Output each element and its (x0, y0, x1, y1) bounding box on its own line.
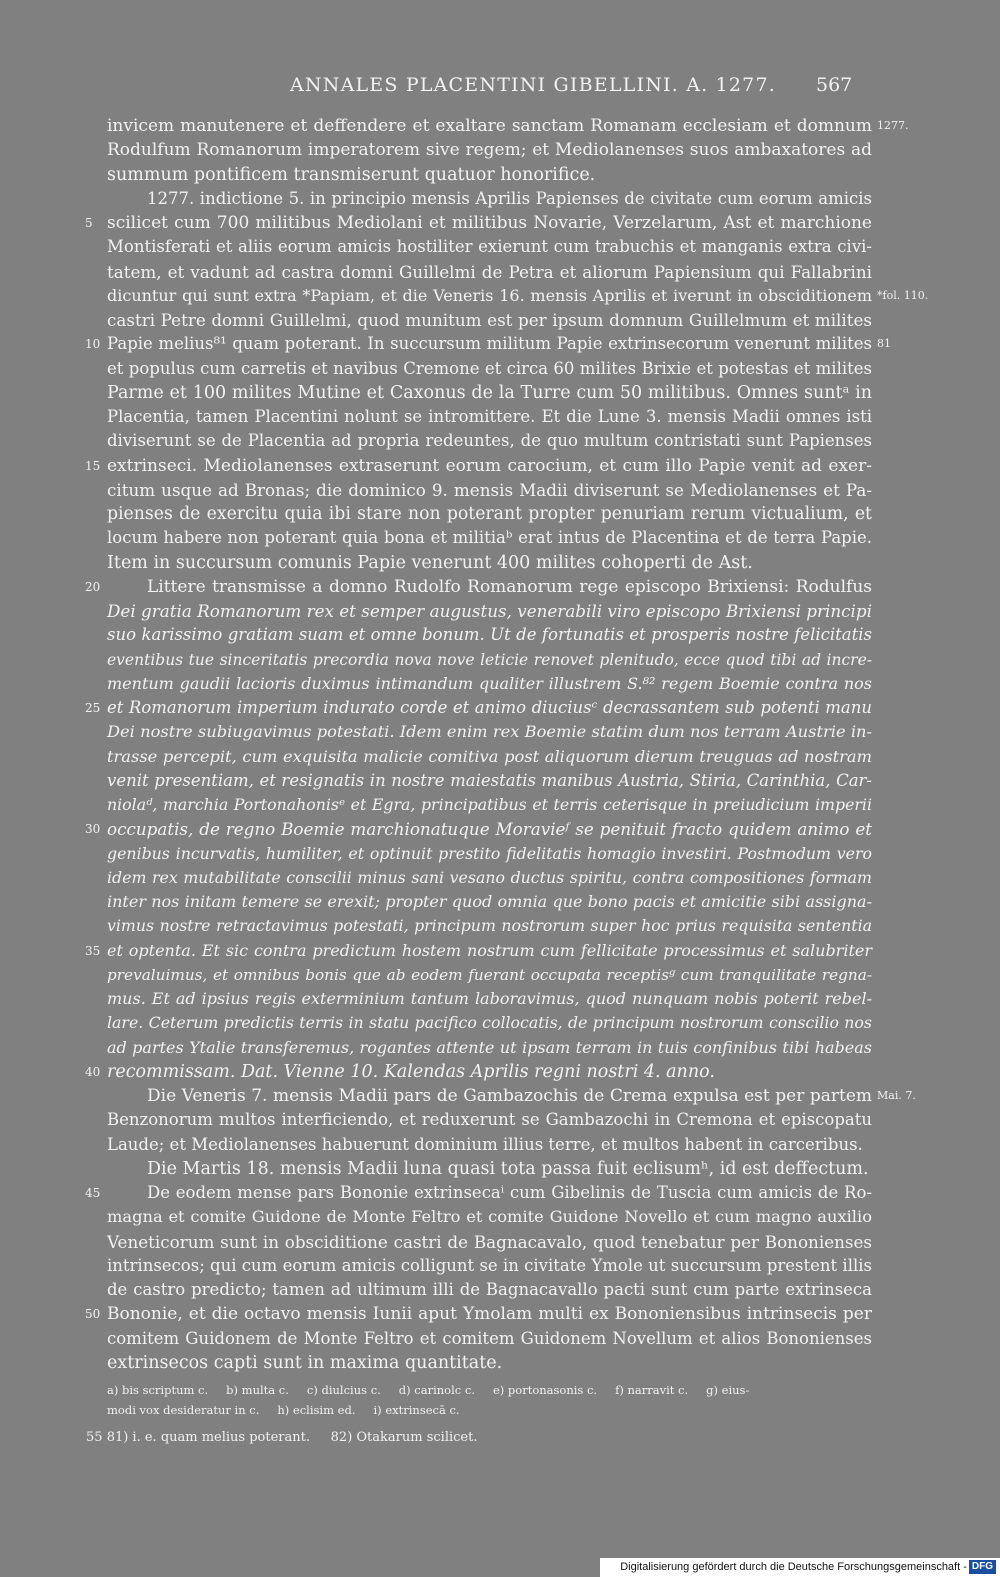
text-line (107, 963, 872, 987)
line-text: et populus cum carretis et navibus Cremone et circa 60 milites Brixie et potestas et milites (107, 358, 872, 378)
text-line (107, 623, 872, 647)
text-line (107, 1327, 872, 1351)
line-text: mentum gaudii lacioris duximus intimandum qualiter illustrem S.⁸² regem Boemie contra nos (107, 673, 872, 693)
text-line (107, 1011, 872, 1035)
text-line (85, 332, 891, 356)
text-line (107, 1036, 872, 1060)
text-line (107, 987, 872, 1011)
text-line (107, 235, 872, 259)
line-text: niolaᵈ, marchia Portonahonisᵉ et Egra, principatibus et terris ceterisque in preiudicium imperii (107, 795, 872, 814)
text-line (85, 1181, 872, 1205)
text-line (107, 405, 872, 429)
line-text: diviserunt se de Placentia ad propria redeuntes, de quo multum contristati sunt Papienses (107, 431, 872, 451)
line-text: Benzonorum multos interficiendo, et reduxerunt se Gambazochi in Cremona et episcopatu (107, 1110, 872, 1130)
line-text: 1277. indictione 5. in principio mensis Aprilis Papienses de civitate cum eorum amicis (147, 188, 872, 208)
line-text: de castro predicto; tamen ad ultimum illi de Bagnacavallo pacti sunt cum parte extrinseca (107, 1280, 872, 1299)
dfg-logo: DFG (969, 1560, 996, 1574)
running-title: ANNALES PLACENTINI GIBELLINI. A. 1277. (290, 74, 776, 96)
text-line (107, 429, 872, 453)
line-number: 40 (85, 1064, 101, 1079)
page-number: 567 (816, 74, 853, 96)
text-line (107, 1084, 916, 1108)
line-text: pienses de exercitu quia ibi stare non poterant propter penuriam rerum victualium, et (107, 504, 872, 524)
text-line (107, 1351, 872, 1375)
line-text: dicuntur qui sunt extra *Papiam, et die Veneris 16. mensis Aprilis et iverunt in obsciditionem (107, 285, 872, 305)
line-text: genibus incurvatis, humiliter, et optinuit prestito fidelitatis homagio investiri. Postmodum vero (107, 843, 872, 863)
text-line (107, 1230, 872, 1254)
text-line (107, 672, 872, 696)
text-line (107, 114, 909, 138)
text-line (85, 454, 872, 478)
funding-banner (600, 1558, 1000, 1577)
text-line (107, 1254, 872, 1278)
line-text: occupatis, de regno Boemie marchionatuque Moravieᶠ se penituit fracto quidem animo et (107, 819, 872, 840)
line-text: tatem, et vadunt ad castra domni Guillelmi de Petra et aliorum Papiensium qui Fallabrini (107, 261, 872, 282)
text-line (107, 769, 872, 793)
body-text (85, 114, 929, 1375)
textual-footnotes (107, 1380, 877, 1420)
text-line (107, 284, 929, 308)
text-line (107, 187, 872, 211)
text-line (107, 357, 872, 381)
line-text: castri Petre domni Guillelmi, quod munitum est per ipsum domnum Guillelmum et milites (107, 310, 872, 330)
line-text: comitem Guidonem de Monte Feltro et comitem Guidonem Novellum et alios Bononienses (107, 1328, 872, 1348)
text-line (107, 648, 872, 672)
line-text: suo karissimo gratiam suam et omne bonum. Ut de fortunatis et prosperis nostre felicitatis (107, 625, 872, 645)
line-text: Littere transmisse a domno Rudolfo Romanorum rege episcopo Brixiensi: Rodulfus (147, 576, 872, 597)
line-text: invicem manutenere et deffendere et exaltare sanctam Romanam ecclesiam et domnum (107, 116, 872, 136)
line-text: Laude; et Mediolanenses habuerunt dominium illius terre, et multos habent in carceribus. (107, 1134, 863, 1154)
line-text: Montisferati et aliis eorum amicis hostiliter exierunt cum trabuchis et manganis extra civi- (107, 237, 872, 257)
footnote: e) portonasonis c. (492, 1383, 598, 1397)
line-text: eventibus tue sinceritatis precordia nova nove leticie renovet plenitudo, ecce quod tibi ad incre- (107, 650, 872, 669)
text-line (107, 793, 872, 817)
line-number: 45 (85, 1186, 101, 1200)
text-line (107, 1278, 872, 1302)
text-line (107, 745, 872, 769)
text-line (107, 551, 872, 575)
line-text: recommissam. Dat. Vienne 10. Kalendas Aprilis regni nostri 4. anno. (107, 1061, 715, 1082)
line-text: Item in succursum comunis Papie venerunt 400 milites cohoperti de Ast. (107, 552, 753, 573)
line-number: 50 (85, 1307, 101, 1322)
text-line (107, 163, 872, 187)
line-text: De eodem mense pars Bononie extrinsecaⁱ cum Gibelinis de Tuscia cum amicis de Ro- (147, 1183, 872, 1202)
line-text: extrinsecos capti sunt in maxima quantitate. (107, 1352, 503, 1373)
text-line (107, 890, 872, 914)
line-text: citum usque ad Bronas; die dominico 9. mensis Madii diviserunt se Mediolanenses et Pa- (107, 479, 872, 500)
line-text: Die Martis 18. mensis Madii luna quasi tota passa fuit eclisumʰ, id est deffectum. (147, 1158, 869, 1179)
text-line (107, 260, 872, 284)
line-text: inter nos initam temere se erexit; propter quod omnia que bono pacis et amicitie sibi assigna- (107, 892, 872, 911)
line-text: Die Veneris 7. mensis Madii pars de Gambazochis de Crema expulsa est per partem (147, 1086, 872, 1106)
footnote: d) carinolc c. (398, 1383, 475, 1397)
text-line (107, 502, 872, 526)
text-line (107, 599, 872, 623)
page-header (0, 74, 1000, 100)
footnote: modi vox desideratur in c. (107, 1403, 260, 1417)
line-text: Placentia, tamen Placentini nolunt se intromittere. Et die Lune 3. mensis Madii omnes isti (107, 407, 872, 426)
line-number: 15 (85, 458, 101, 473)
editor-notes-text: 81) i. e. quam melius poterant. 82) Otakarum scilicet. (106, 1430, 478, 1445)
line-text: Dei gratia Romanorum rex et semper augustus, venerabili viro episcopo Brixiensi principi (107, 601, 872, 621)
line-text: scilicet cum 700 militibus Mediolani et militibus Novarie, Verzelarum, Ast et marchione (107, 213, 872, 233)
line-text: Parme et 100 milites Mutine et Caxonus de la Turre cum 50 militibus. Omnes suntᵃ in (107, 382, 872, 403)
text-line (107, 526, 872, 550)
text-line (85, 817, 872, 841)
text-line (107, 138, 872, 162)
text-line (107, 308, 872, 332)
line-text: ad partes Ytalie transferemus, rogantes attente ut ipsam terram in tuis confinibus tibi habeas (107, 1037, 872, 1057)
line-text: intrinsecos; qui cum eorum amicis colligunt se in civitate Ymole ut succursum prestent illis (107, 1255, 872, 1275)
text-line (85, 1060, 872, 1084)
line-text: Veneticorum sunt in obsciditione castri de Bagnacavalo, quod tenebatur per Bononienses (107, 1231, 872, 1252)
line-text: et optenta. Et sic contra predictum hostem nostrum cum fellicitate processimus et salubriter (107, 940, 872, 960)
text-line (107, 1108, 872, 1132)
line-number: 30 (85, 822, 101, 837)
text-line (85, 696, 872, 720)
editor-notes (86, 1430, 866, 1445)
footnote: f) narravit c. (615, 1383, 689, 1397)
line-text: Dei nostre subiugavimus potestati. Idem enim rex Boemie statim dum nos terram Austrie in- (107, 722, 872, 742)
text-line (107, 1133, 872, 1157)
line-text: et Romanorum imperium indurato corde et animo diuciusᶜ decrassantem sub potenti manu (107, 698, 872, 717)
line-text: magna et comite Guidone de Monte Feltro et comite Guidone Novello et cum magno auxilio (107, 1207, 872, 1227)
text-line (85, 211, 872, 235)
line-number: 35 (85, 943, 101, 958)
margin-note: *fol. 110. (877, 288, 929, 302)
line-number: 5 (85, 216, 93, 230)
line-text: trasse percepit, cum exquisita malicie comitiva post aliquorum dierum treuguas ad nostram (107, 746, 872, 766)
line-text: Rodulfum Romanorum imperatorem sive regem; et Mediolanenses suos ambaxatores ad (107, 140, 872, 161)
text-line (107, 842, 872, 866)
text-line (107, 1205, 872, 1229)
footnote: g) eius- (706, 1383, 750, 1397)
funding-text: Digitalisierung gefördert durch die Deutsche Forschungsgemeinschaft - (620, 1561, 967, 1573)
line-number: 25 (85, 701, 101, 715)
line-text: lare. Ceterum predictis terris in statu pacifico collocatis, de principum nostrorum conscilio nos (107, 1013, 872, 1033)
line-text: idem rex mutabilitate conscilii minus sani vesano ductus spiritu, contra compositiones formam (107, 867, 872, 887)
footnote: i) extrinsecā c. (373, 1403, 460, 1417)
text-line (107, 381, 872, 405)
text-line (107, 720, 872, 744)
footnote: b) multa c. (226, 1383, 289, 1397)
margin-note: 81 (877, 337, 891, 351)
line-text: Papie melius⁸¹ quam poterant. In succursum militum Papie extrinsecorum venerunt milites (107, 334, 872, 354)
footnote-line (107, 1380, 877, 1400)
line-text: Bononie, et die octavo mensis Iunii aput Ymolam multi ex Bononiensibus intrinsecis per (107, 1304, 872, 1325)
text-line (107, 914, 872, 938)
margin-note: 1277. (877, 119, 909, 132)
margin-note: Mai. 7. (877, 1089, 916, 1102)
footnote: c) diulcius c. (306, 1383, 381, 1397)
text-line (85, 939, 872, 963)
text-line (85, 1302, 872, 1326)
line-text: prevaluimus, et omnibus bonis que ab eodem fuerant occupata receptisᵍ cum tranquilitate regna- (107, 965, 872, 984)
line-number: 20 (85, 579, 101, 594)
line-text: summum pontificem transmiserunt quatuor honorifice. (107, 164, 596, 185)
line-text: locum habere non poterant quia bona et militiaᵇ erat intus de Placentina et de terra Papie. (107, 528, 872, 548)
line-text: mus. Et ad ipsius regis exterminium tantum laboravimus, quod nunquam nobis poterit rebel- (107, 989, 872, 1008)
line-text: vimus nostre retractavimus potestati, principum nostrorum super hoc prius requisita sententia (107, 916, 872, 936)
text-line (107, 1157, 872, 1181)
line-text: venit presentiam, et resignatis in nostre maiestatis manibus Austria, Stiria, Carinthia, Car- (107, 770, 872, 790)
text-line (85, 575, 872, 599)
line-number: 10 (85, 337, 101, 352)
footnote: h) eclisim ed. (277, 1403, 356, 1417)
text-line (107, 866, 872, 890)
footnote-line (107, 1400, 877, 1420)
line-text: extrinseci. Mediolanenses extraserunt eorum carocium, et cum illo Papie venit ad exer- (107, 455, 872, 476)
text-line (107, 478, 872, 502)
editor-notes-line-number: 55 (86, 1430, 103, 1445)
footnote: a) bis scriptum c. (107, 1383, 209, 1397)
